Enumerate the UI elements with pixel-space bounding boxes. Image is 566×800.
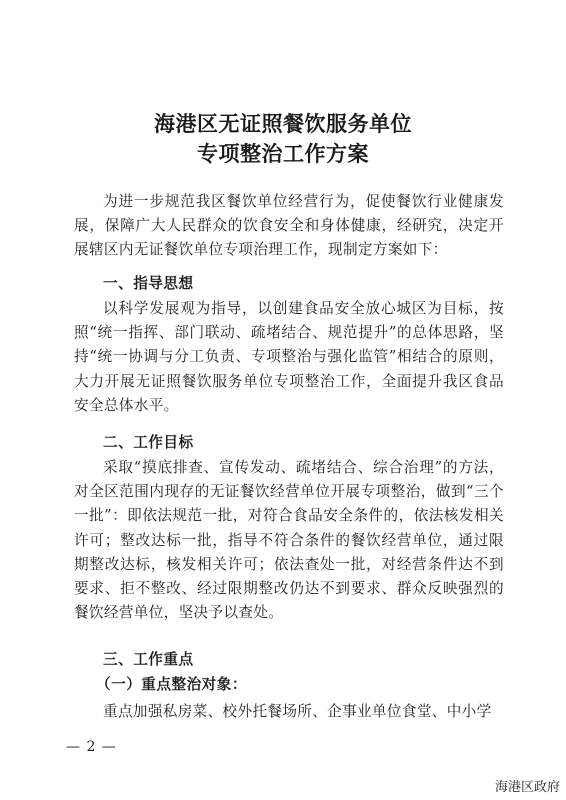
subsection1-heading: （一）重点整治对象： bbox=[96, 676, 247, 693]
subsection1-paragraph: 重点加强私房菜、校外托餐场所、企事业单位食堂、中小学 bbox=[103, 703, 492, 720]
section2-paragraph: 采取“摸底排查、宣传发动、疏堵结合、综合治理”的方法，对全区范围内现存的无证餐饮经营单位开展专项整治，做到“三个一批”：即依法规范一批，对符合食品安全条件的，依法核发相关许可；整改达标一批，指导不符合条件的餐饮经营单位，通过限期整改达标，核发相关许可；依法查处一批，对经营条件达不到要求、拒不整改、经过限期整改仍达不到要求、群众反映强烈的餐饮经营单位，坚决予以查处。 bbox=[74, 459, 504, 622]
page-number: — 2 — bbox=[66, 739, 117, 755]
section1-paragraph: 以科学发展观为指导，以创建食品安全放心城区为目标，按照“统一指挥、部门联动、疏堵结合、规范提升”的总体思路，坚持“统一协调与分工负责、专项整治与强化监管”相结合的原则，大力开展无证照餐饮服务单位专项整治工作，全面提升我区食品安全总体水平。 bbox=[74, 300, 504, 414]
document-title-line2: 专项整治工作方案 bbox=[197, 141, 369, 166]
watermark-text: 海港区政府 bbox=[494, 780, 560, 795]
intro-paragraph: 为进一步规范我区餐饮单位经营行为，促使餐饮行业健康发展，保障广大人民群众的饮食安全和身体健康，经研究，决定开展辖区内无证餐饮单位专项治理工作，现制定方案如下： bbox=[74, 193, 504, 259]
section1-heading: 一、指导思想 bbox=[103, 275, 194, 292]
section3-heading: 三、工作重点 bbox=[103, 651, 194, 668]
section2-heading: 二、工作目标 bbox=[103, 434, 194, 451]
document-title-line1: 海港区无证照餐饮服务单位 bbox=[154, 111, 412, 136]
